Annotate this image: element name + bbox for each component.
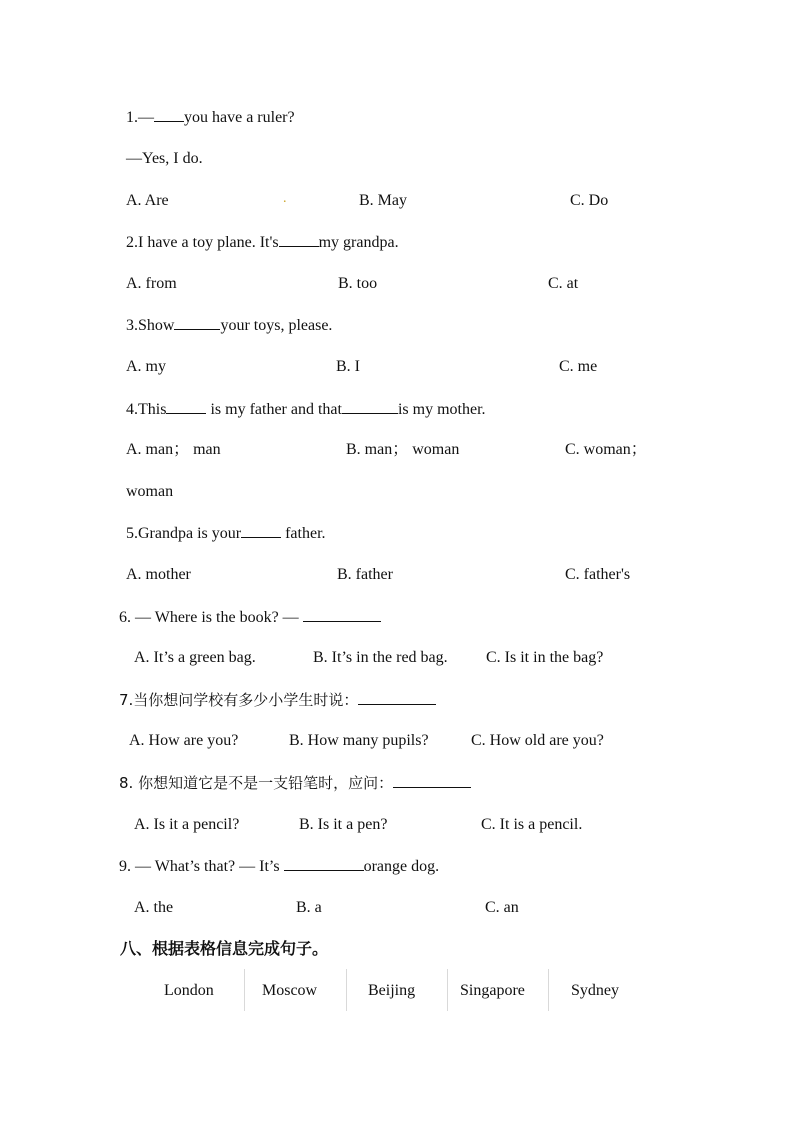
table-cell-city: Singapore xyxy=(460,982,525,999)
question-2-stem xyxy=(126,232,399,253)
question-6-option-b: B. It’s in the red bag. xyxy=(313,649,448,666)
answer-blank xyxy=(154,107,184,122)
question-7-stem xyxy=(119,690,436,711)
question-3-option-a: A. my xyxy=(126,358,166,375)
answer-blank xyxy=(241,523,281,538)
question-1-answer-line: —Yes, I do. xyxy=(126,150,203,167)
table-cell-city: London xyxy=(164,982,214,999)
question-8-option-b: B. Is it a pen? xyxy=(299,816,388,833)
question-5-option-b: B. father xyxy=(337,566,393,583)
question-9-option-b: B. a xyxy=(296,899,322,916)
question-8-stem xyxy=(119,773,471,794)
answer-blank xyxy=(284,856,364,871)
question-6-stem xyxy=(119,607,381,628)
question-5-option-c: C. father's xyxy=(565,566,631,583)
question-2-stem-pre: 2.I have a toy plane. It's xyxy=(126,234,279,251)
table-cell-city: Moscow xyxy=(262,982,318,999)
question-3-option-b: B. I xyxy=(336,358,360,375)
question-9-option-c: C. an xyxy=(485,899,519,916)
answer-blank xyxy=(166,399,206,414)
question-4-option-b: B. man； woman xyxy=(346,441,460,458)
question-7-option-c: C. How old are you? xyxy=(471,732,604,749)
question-2-option-c: C. at xyxy=(548,275,579,292)
question-9-stem-post: orange dog. xyxy=(363,858,440,875)
question-1-option-c: C. Do xyxy=(570,192,609,209)
question-2-stem-post: my grandpa. xyxy=(318,234,399,251)
question-1-option-a: A. Are xyxy=(126,192,169,209)
table-divider xyxy=(346,969,347,1011)
question-6-option-a: A. It’s a green bag. xyxy=(134,649,256,666)
question-1-stem-post: you have a ruler? xyxy=(184,109,295,126)
answer-blank xyxy=(342,399,398,414)
stray-dot-mark: . xyxy=(283,191,287,206)
answer-blank xyxy=(174,315,220,330)
question-7-option-a: A. How are you? xyxy=(129,732,239,749)
table-cell-city: Sydney xyxy=(571,982,619,999)
question-5-option-a: A. mother xyxy=(126,566,191,583)
question-6-option-c: C. Is it in the bag? xyxy=(486,649,604,666)
question-1-stem xyxy=(126,107,295,128)
answer-blank xyxy=(393,773,471,788)
question-2-option-b: B. too xyxy=(338,275,378,292)
answer-blank xyxy=(303,607,381,622)
question-3-option-c: C. me xyxy=(559,358,598,375)
question-9-stem xyxy=(119,856,439,877)
question-4-option-a: A. man； man xyxy=(126,441,221,458)
table-divider xyxy=(244,969,245,1011)
question-6-stem-pre: 6. — Where is the book? — xyxy=(119,609,303,626)
question-3-stem-post: your toys, please. xyxy=(220,317,333,334)
question-7-stem-pre: 7.当你想问学校有多少小学生时说： xyxy=(119,691,359,709)
question-3-stem-pre: 3.Show xyxy=(126,317,175,334)
question-8-option-c: C. It is a pencil. xyxy=(481,816,583,833)
question-5-stem xyxy=(126,523,326,544)
answer-blank xyxy=(358,690,436,705)
question-4-option-c-wrap: woman xyxy=(126,483,174,500)
table-cell-city: Beijing xyxy=(368,982,416,999)
question-4-stem-post: is my mother. xyxy=(397,401,486,418)
answer-blank xyxy=(279,232,319,247)
question-4-stem xyxy=(126,399,486,420)
table-divider xyxy=(548,969,549,1011)
question-1-stem-pre: 1.— xyxy=(126,109,154,126)
question-4-stem-pre: 4.This xyxy=(126,401,167,418)
question-3-stem xyxy=(126,315,332,336)
question-7-option-b: B. How many pupils? xyxy=(289,732,429,749)
question-5-stem-post: father. xyxy=(281,525,326,542)
question-2-option-a: A. from xyxy=(126,275,177,292)
question-9-stem-pre: 9. — What’s that? — It’s xyxy=(119,858,284,875)
question-8-stem-pre: 8. 你想知道它是不是一支铅笔时，应问： xyxy=(119,774,394,792)
question-4-stem-mid: is my father and that xyxy=(206,401,342,418)
question-9-option-a: A. the xyxy=(134,899,174,916)
question-5-stem-pre: 5.Grandpa is your xyxy=(126,525,242,542)
question-8-option-a: A. Is it a pencil? xyxy=(134,816,240,833)
section-heading: 八、根据表格信息完成句子。 xyxy=(120,939,329,958)
question-4-option-c: C. woman； xyxy=(565,441,647,458)
question-1-option-b: B. May xyxy=(359,192,407,209)
table-divider xyxy=(447,969,448,1011)
